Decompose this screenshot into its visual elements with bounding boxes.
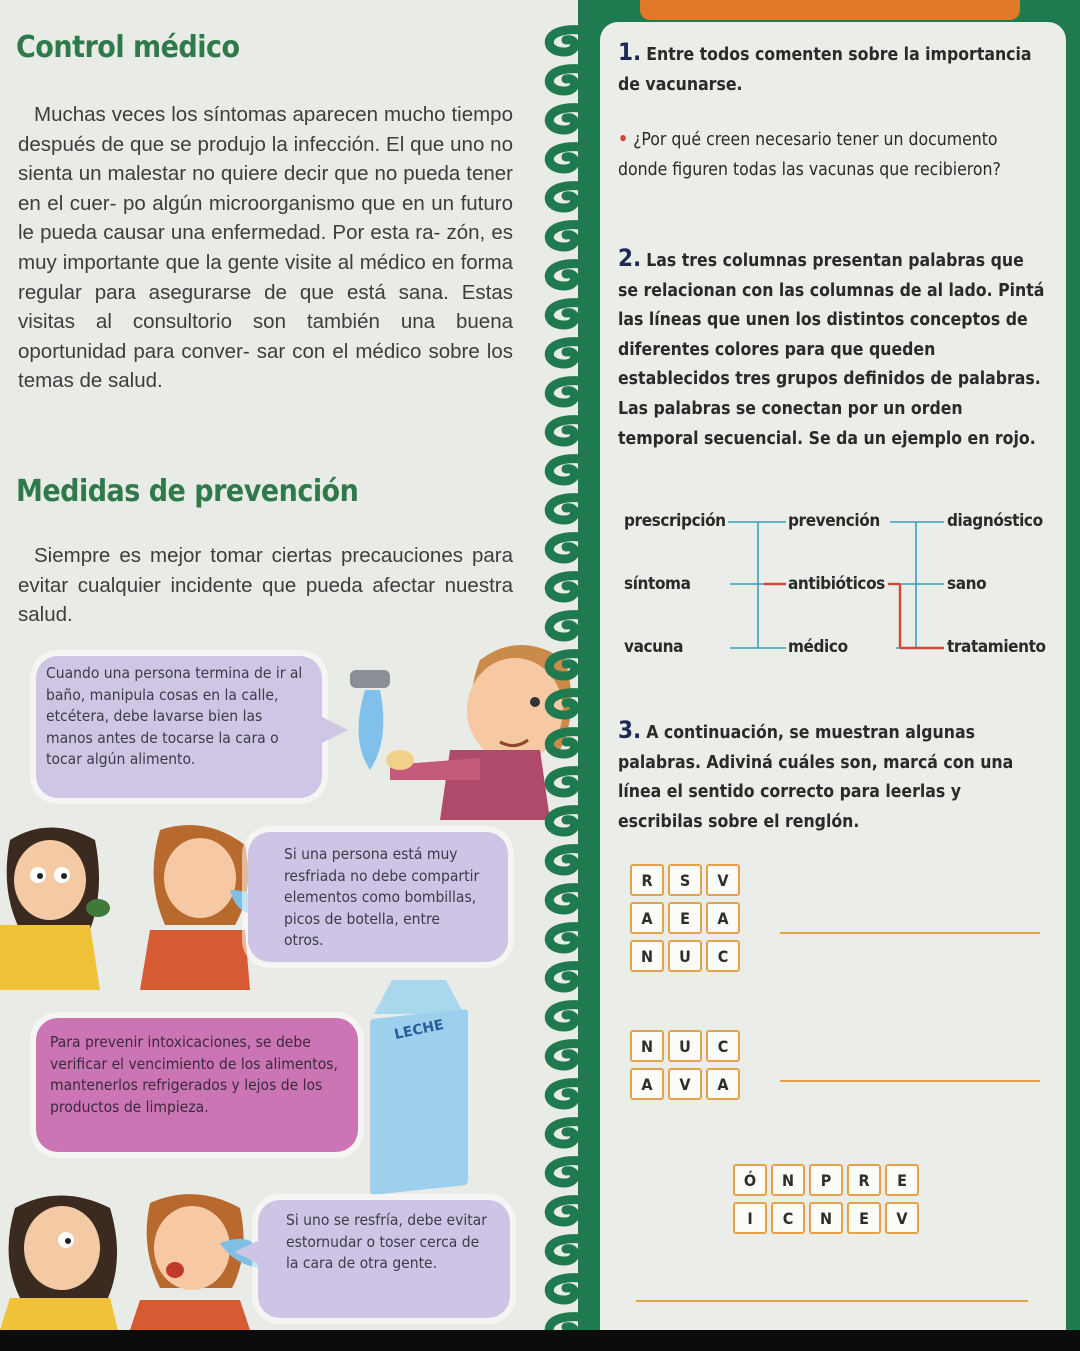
sneeze-tip-bubble: Si uno se resfría, debe evitar estornudar o toser cerca de la cara de otra gente.: [258, 1200, 510, 1318]
word-medico: médico: [788, 637, 848, 657]
spiral-loop: [549, 225, 582, 247]
spiral-loop: [549, 1044, 582, 1066]
spiral-loop: [549, 459, 582, 481]
carton-top: [374, 980, 464, 1014]
grid-row: [630, 864, 740, 896]
letter-tile[interactable]: V: [706, 864, 740, 896]
spiral-loop: [549, 342, 582, 364]
letter-tile[interactable]: N: [630, 1030, 664, 1062]
prevencion-title: Medidas de prevención: [16, 474, 359, 509]
control-medico-title: Control médico: [16, 30, 240, 65]
prevencion-paragraph: Siempre es mejor tomar ciertas precauciones para evitar cualquier incidente que pueda afectar nuestra salud.: [18, 544, 513, 627]
activity-2: [618, 244, 1048, 454]
letter-tile[interactable]: E: [847, 1202, 881, 1234]
letter-tile[interactable]: V: [885, 1202, 919, 1234]
spiral-loop: [549, 1083, 582, 1105]
letter-tile[interactable]: U: [668, 940, 702, 972]
word-prevencion: prevención: [788, 511, 880, 531]
letter-tile[interactable]: R: [630, 864, 664, 896]
spiral-loop: [549, 771, 582, 793]
activity-3-number: 3.: [618, 716, 642, 744]
prevencion-text: [18, 541, 513, 630]
spiral-loop: [549, 30, 582, 52]
spiral-loop: [549, 927, 582, 949]
spiral-loop: [549, 1005, 582, 1027]
spiral-loop: [549, 654, 582, 676]
panel-header-tab: [640, 0, 1020, 20]
left-column: [0, 0, 540, 1330]
no-sharing-tip-bubble: Si una persona está muy resfriada no debe compartir elementos como bombillas, picos de botella, entre otros.: [248, 832, 508, 962]
screen-bottom-bar: [0, 1330, 1080, 1351]
spiral-loop: [549, 1161, 582, 1183]
activity-2-text: Las tres columnas presentan palabras que se relacionan con las columnas de al lado. Pintá las líneas que unen los distintos conceptos de diferentes colores para que queden establecidos tres grupos definidos de palabras. Las palabras se conectan por un orden temporal secuencial. Se da un ejemplo en rojo.: [618, 251, 1045, 449]
spiral-loop: [549, 576, 582, 598]
answer-line-2[interactable]: [780, 1080, 1040, 1082]
grid-row: [630, 1030, 740, 1062]
control-medico-text: [18, 100, 513, 396]
spiral-loop: [549, 1122, 582, 1144]
grid-row: [630, 940, 740, 972]
activity-1-text: Entre todos comenten sobre la importancia de vacunarse.: [618, 45, 1032, 95]
kids-sneezing-illustration: [0, 1188, 270, 1330]
spiral-loop: [549, 381, 582, 403]
grid-row: [630, 902, 740, 934]
spiral-loop: [549, 615, 582, 637]
letter-grid-2: [630, 1030, 740, 1100]
spiral-loop: [549, 888, 582, 910]
letter-tile[interactable]: N: [630, 940, 664, 972]
activity-3: [618, 716, 1048, 837]
food-safety-tip-bubble: Para prevenir intoxicaciones, se debe verificar el vencimiento de los alimentos, mantenerlos refrigerados y lejos de los productos de limpieza.: [36, 1018, 358, 1152]
activity-1-question: [618, 126, 1048, 185]
spiral-loop: [549, 1239, 582, 1261]
spiral-loop: [549, 1278, 582, 1300]
letter-tile[interactable]: N: [809, 1202, 843, 1234]
activity-1-number: 1.: [618, 38, 642, 66]
activity-1-question-text: ¿Por qué creen necesario tener un documento donde figuren todas las vacunas que recibieron?: [618, 130, 1001, 180]
milk-label: LECHE: [392, 1016, 446, 1044]
kids-sharing-mate-illustration: [0, 820, 260, 990]
letter-tile[interactable]: U: [668, 1030, 702, 1062]
letter-tile[interactable]: S: [668, 864, 702, 896]
control-medico-paragraph: Muchas veces los síntomas aparecen mucho tiempo después de que se produjo la infección. El que uno no sienta un malestar no quiere decir que no pueda tener en el cuer- po algún microorganismo que en un futuro le pueda causar una enfermedad. Por esta ra- zón, es muy importante que la gente visite al médico en forma regular para asegurarse de que está sana. Estas visitas al consultorio son también una buena oportunidad para conver- sar con el médico sobre los temas de salud.: [18, 103, 513, 393]
bullet-icon: •: [618, 130, 629, 150]
letter-tile[interactable]: V: [668, 1068, 702, 1100]
spiral-loop: [549, 186, 582, 208]
word-tratamiento: tratamiento: [947, 637, 1046, 657]
letter-grid-3: [733, 1164, 919, 1234]
spiral-loop: [549, 147, 582, 169]
letter-tile[interactable]: N: [771, 1164, 805, 1196]
letter-tile[interactable]: E: [885, 1164, 919, 1196]
letter-grid-1: [630, 864, 740, 972]
answer-line-3[interactable]: [636, 1300, 1028, 1302]
answer-line-1[interactable]: [780, 932, 1040, 934]
milk-carton-illustration: [364, 980, 474, 1190]
activity-2-number: 2.: [618, 244, 642, 272]
spiral-loop: [549, 498, 582, 520]
spiral-loop: [549, 732, 582, 754]
grid-row: [733, 1164, 919, 1196]
spiral-loop: [549, 537, 582, 559]
letter-tile[interactable]: A: [706, 902, 740, 934]
spiral-loop: [549, 693, 582, 715]
word-prescripcion: prescripción: [624, 511, 726, 531]
letter-tile[interactable]: C: [706, 1030, 740, 1062]
spiral-loop: [549, 303, 582, 325]
letter-tile[interactable]: I: [733, 1202, 767, 1234]
letter-tile[interactable]: P: [809, 1164, 843, 1196]
word-sintoma: síntoma: [624, 574, 691, 594]
spiral-loop: [549, 1200, 582, 1222]
handwashing-tip-bubble: Cuando una persona termina de ir al baño, manipula cosas en la calle, etcétera, debe lavarse bien las manos antes de tocarse la cara o tocar algún alimento.: [36, 656, 322, 798]
spiral-loop: [549, 264, 582, 286]
grid-row: [630, 1068, 740, 1100]
spiral-loop: [549, 1317, 582, 1330]
spiral-loop: [549, 849, 582, 871]
word-sano: sano: [947, 574, 987, 594]
spiral-loop: [549, 966, 582, 988]
activity-3-text: A continuación, se muestran algunas palabras. Adiviná cuáles son, marcá con una línea el sentido correcto para leerlas y escribilas sobre el renglón.: [618, 723, 1014, 832]
word-diagnostico: diagnóstico: [947, 511, 1043, 531]
letter-tile[interactable]: C: [706, 940, 740, 972]
letter-tile[interactable]: E: [668, 902, 702, 934]
spiral-loop: [549, 810, 582, 832]
word-antibioticos: antibióticos: [788, 574, 885, 594]
spiral-loop: [549, 108, 582, 130]
spiral-divider: [520, 0, 600, 1330]
grid-row: [733, 1202, 919, 1234]
letter-tile[interactable]: C: [771, 1202, 805, 1234]
spiral-loop: [549, 420, 582, 442]
letter-tile[interactable]: A: [706, 1068, 740, 1100]
spiral-loop: [549, 69, 582, 91]
letter-tile[interactable]: A: [630, 902, 664, 934]
letter-tile[interactable]: R: [847, 1164, 881, 1196]
activity-1: [618, 38, 1048, 100]
letter-tile[interactable]: A: [630, 1068, 664, 1100]
letter-tile[interactable]: Ó: [733, 1164, 767, 1196]
word-vacuna: vacuna: [624, 637, 684, 657]
